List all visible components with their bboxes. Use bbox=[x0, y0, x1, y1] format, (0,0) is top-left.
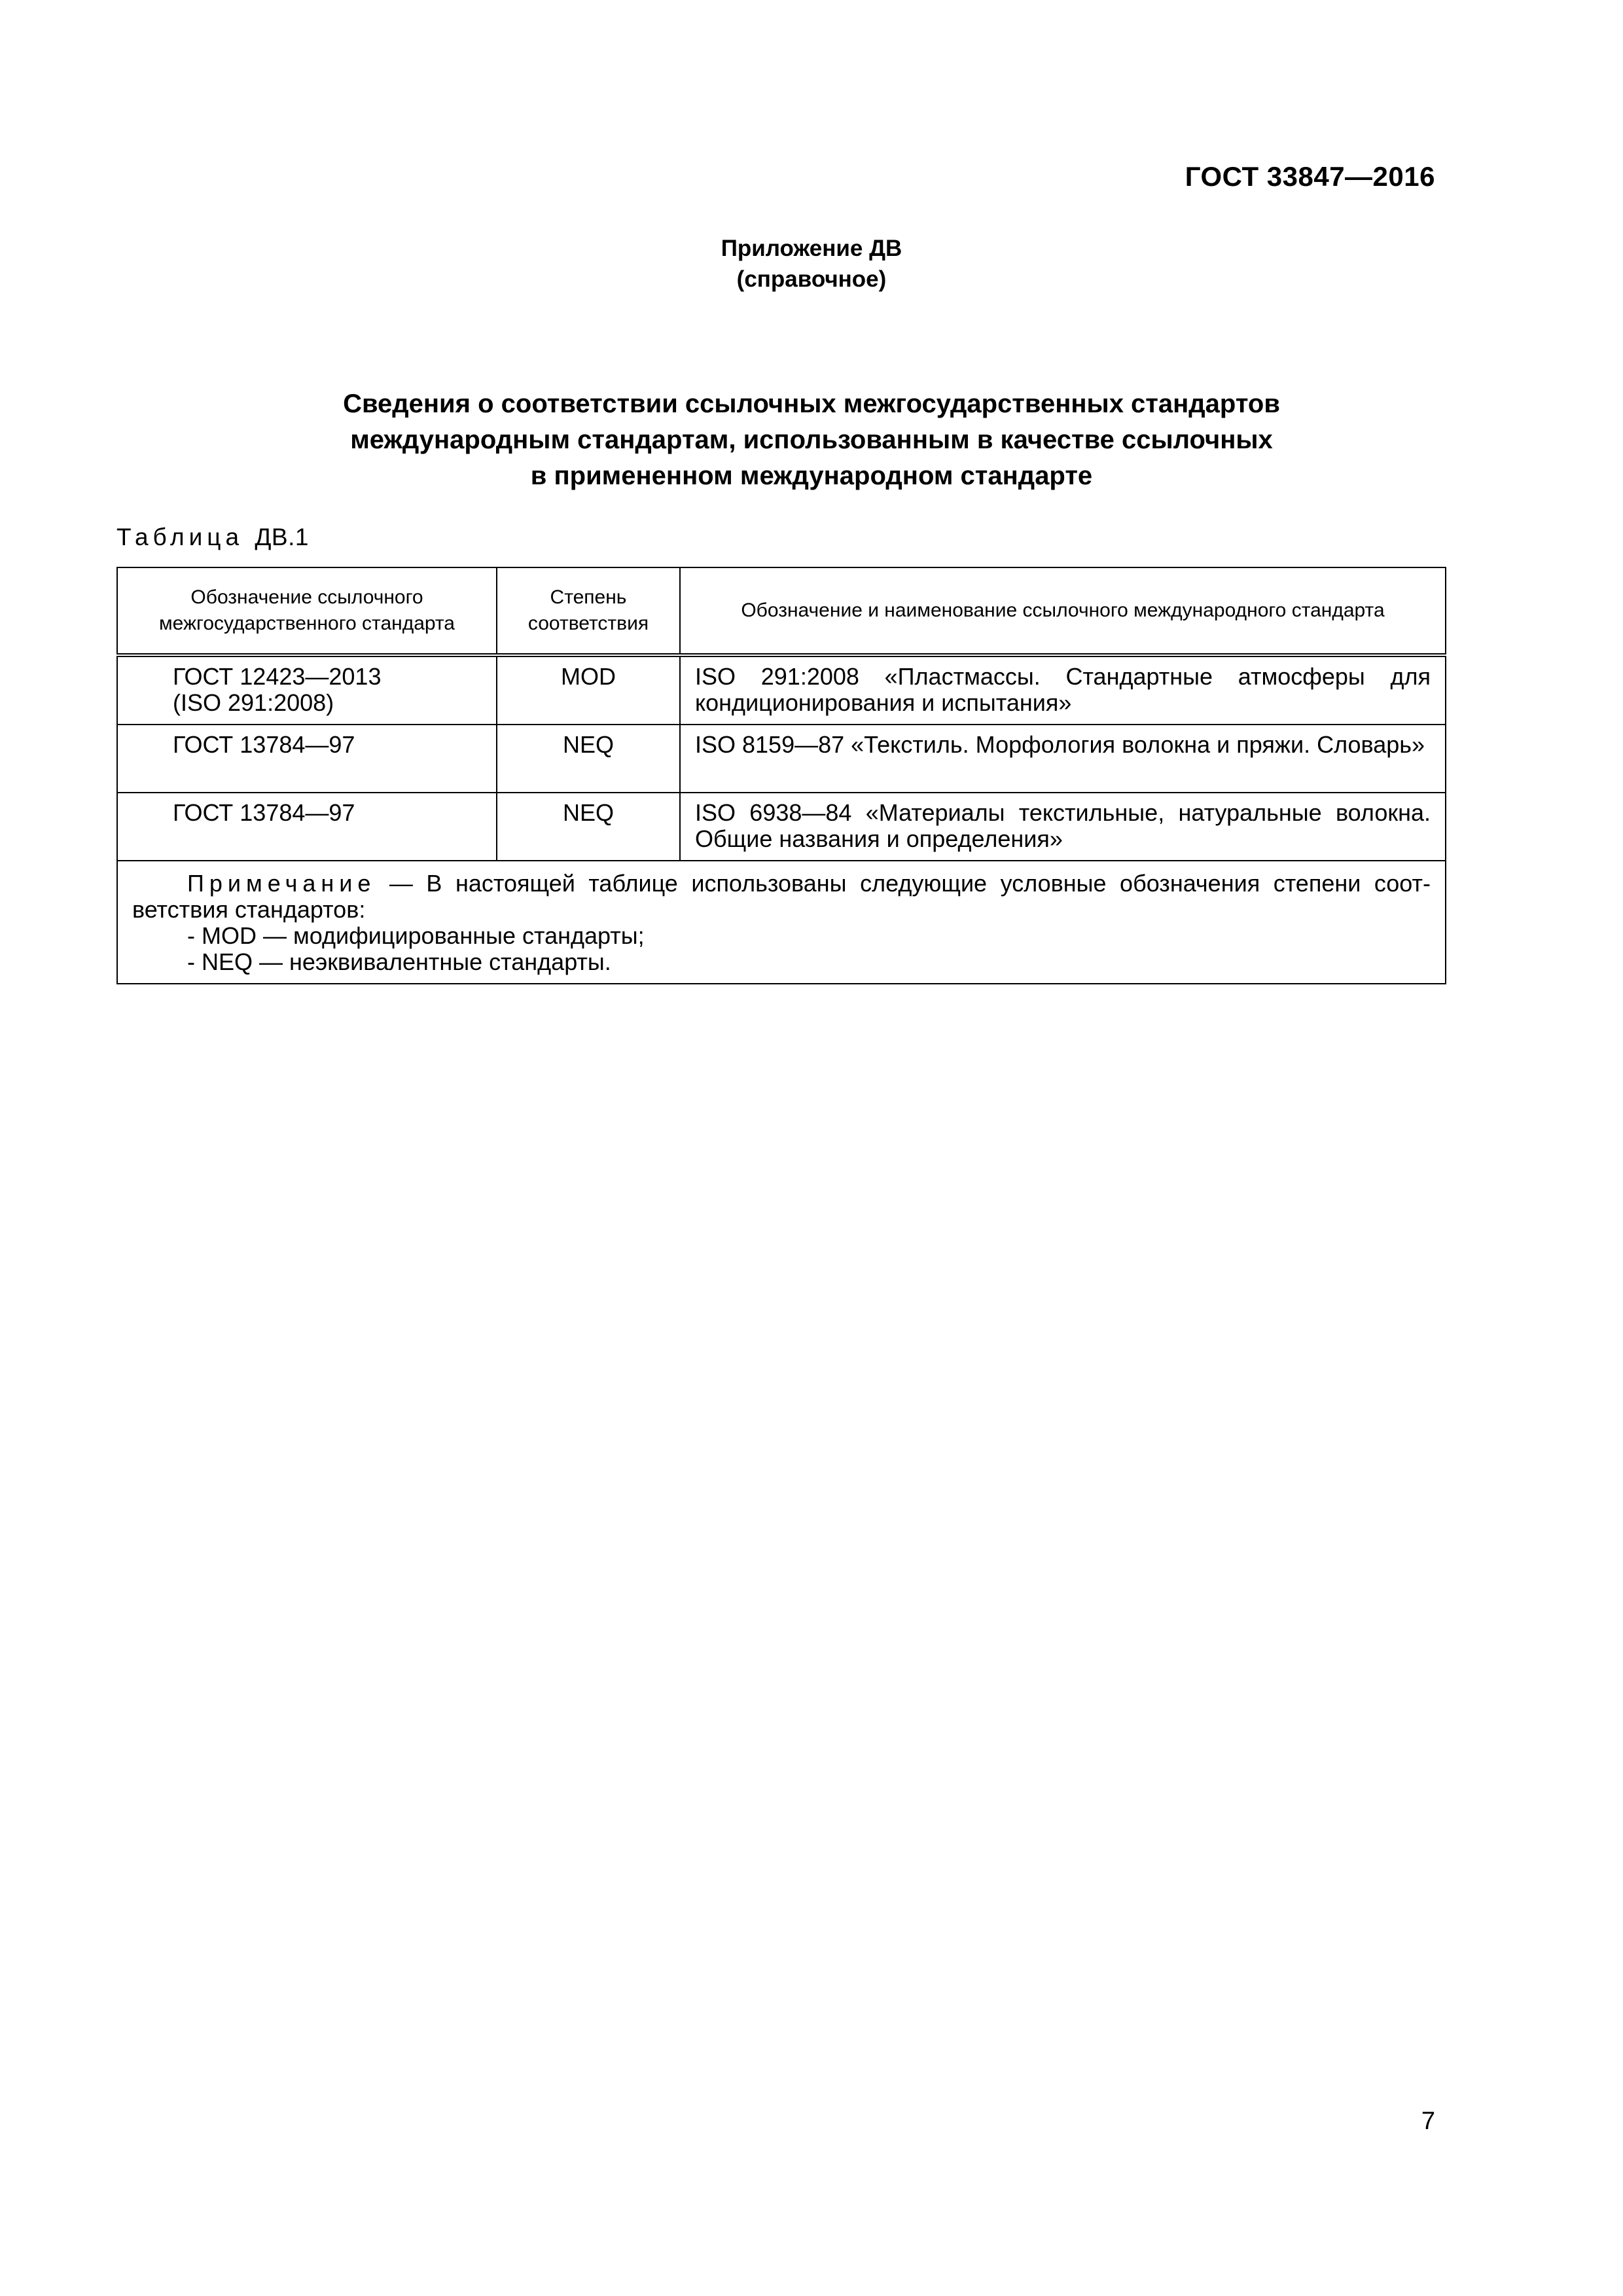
cell-national-standard bbox=[117, 655, 497, 725]
cell-international-standard: ISO 291:2008 «Пластмассы. Стандартные атмосферы для кондиционирования и испытания» bbox=[680, 655, 1446, 725]
note-label: Примечание bbox=[187, 870, 376, 897]
section-title-line: в примененном международном стандарте bbox=[530, 461, 1093, 490]
appendix-subtitle: (справочное) bbox=[736, 266, 887, 292]
header-text: соответствия bbox=[527, 613, 649, 634]
section-title bbox=[0, 386, 1623, 494]
cell-international-standard: ISO 6938—84 «Материалы текстильные, натуральные волокна. Общие названия и определения» bbox=[680, 793, 1446, 861]
header-degree bbox=[497, 567, 680, 655]
section-title-line: международным стандартам, использованным в качестве ссылочных bbox=[350, 425, 1273, 454]
cell-text: ГОСТ 12423—2013 bbox=[173, 663, 382, 690]
cell-text: ГОСТ 13784—97 bbox=[173, 799, 355, 826]
note-item: - MOD — модифицированные стандарты; bbox=[187, 922, 645, 949]
header-text: Обозначение ссылочного bbox=[190, 586, 423, 608]
cell-degree: NEQ bbox=[497, 725, 680, 793]
page-number: 7 bbox=[1421, 2108, 1435, 2135]
reference-standards-table bbox=[116, 567, 1446, 984]
table-row bbox=[117, 655, 1446, 725]
table-caption-number: ДВ.1 bbox=[255, 524, 309, 550]
table-caption-word: Таблица bbox=[116, 524, 244, 550]
header-text: Степень bbox=[550, 586, 627, 608]
cell-degree: MOD bbox=[497, 655, 680, 725]
cell-national-standard bbox=[117, 725, 497, 793]
header-text: межгосударственного стандарта bbox=[159, 613, 455, 634]
document-code: ГОСТ 33847—2016 bbox=[1185, 161, 1435, 192]
table-row bbox=[117, 725, 1446, 793]
cell-text: ГОСТ 13784—97 bbox=[173, 731, 355, 758]
table-row bbox=[117, 793, 1446, 861]
appendix-title: Приложение ДВ bbox=[721, 236, 902, 261]
header-text: Обозначение и наименование ссылочного международного стандарта bbox=[741, 600, 1385, 621]
note-text: — В настоящей таблице использованы следующие условные обозначения степени соот-ветствия стандартов: bbox=[132, 870, 1431, 923]
table-note bbox=[117, 861, 1446, 984]
table-note-row bbox=[117, 861, 1446, 984]
table-caption bbox=[116, 524, 309, 551]
table-header-row bbox=[117, 567, 1446, 655]
cell-international-standard: ISO 8159—87 «Текстиль. Морфология волокна и пряжи. Словарь» bbox=[680, 725, 1446, 793]
cell-text: (ISO 291:2008) bbox=[173, 689, 334, 716]
cell-degree: NEQ bbox=[497, 793, 680, 861]
cell-national-standard bbox=[117, 793, 497, 861]
header-international-standard bbox=[680, 567, 1446, 655]
note-item: - NEQ — неэквивалентные стандарты. bbox=[187, 948, 611, 975]
header-national-standard bbox=[117, 567, 497, 655]
note-paragraph bbox=[132, 870, 1431, 923]
section-title-line: Сведения о соответствии ссылочных межгосударственных стандартов bbox=[343, 389, 1280, 418]
appendix-heading bbox=[0, 233, 1623, 295]
